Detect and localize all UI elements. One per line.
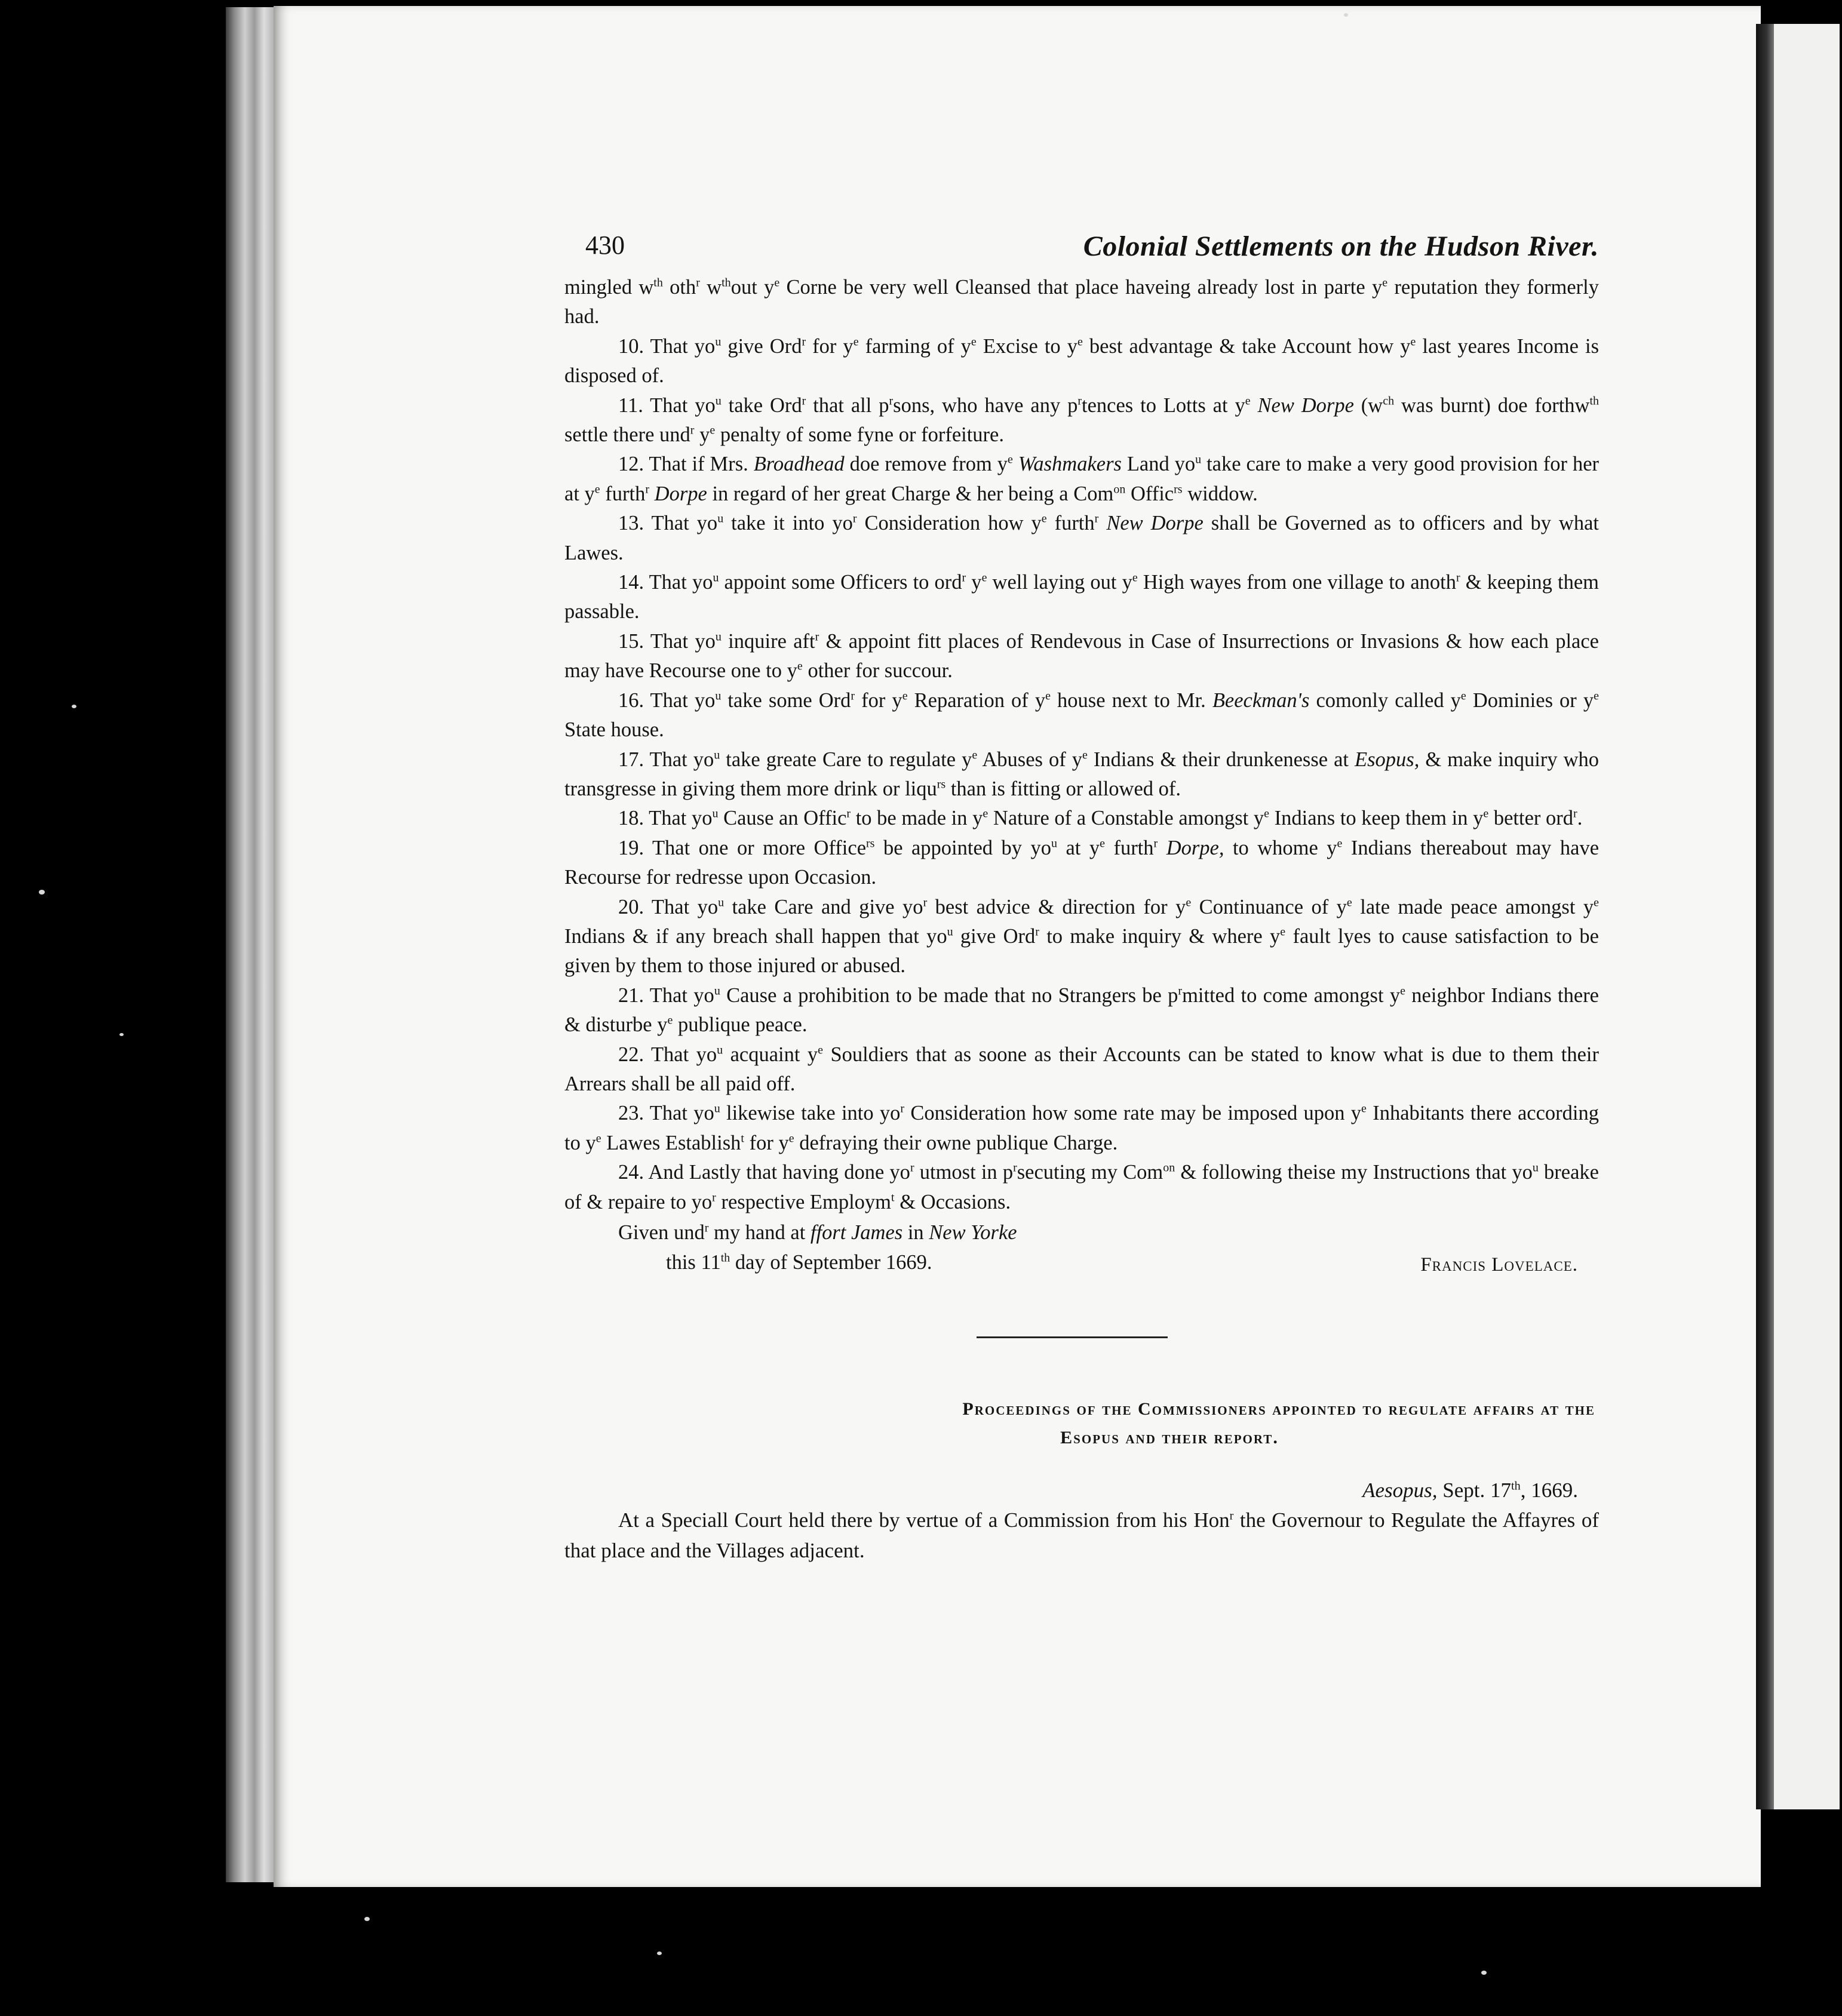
scan-speck — [39, 890, 45, 895]
paragraph-p20: 20. That $yo^u$ take Care and give $yo^r$ best advice & direction for $y^e$ Continuance of $y^e$ late made peace amongst $y^e$ Indians & if any breach shall happen that $yo^u$ give Ord$^r$ to make inquiry & where $y^e$ fault lyes to cause satisfaction to be given by them to those injured or abused. — [564, 895, 1600, 978]
paragraph-p12: 12. That if Mrs. Broadhead doe remove from $y^e$ Washmakers Land $yo^u$ take care to make a very good provision for her at $y^e$ furth$^r$ Dorpe in regard of her great Charge & her being a Com$^{on}$ Offic$^{rs}$ widdow. — [564, 453, 1600, 505]
scan-speck — [72, 705, 76, 708]
paragraph-p24: 24. And Lastly that having done $yo^r$ utmost in $p^rsecuting$ my Com$^{on}$ & following theise my Instructions that $yo^u$ breake of & repaire to $yo^r$ respective Employm$^t$ & Occasions. — [564, 1161, 1599, 1213]
paragraph-p17: 17. That $yo^u$ take greate Care to regulate $y^e$ Abuses of $y^e$ Indians & their drunkenesse at Esopus, & make inquiry who transgresse in giving them more drink or liqu$^{rs}$ than is fitting or allowed of. — [564, 748, 1600, 800]
scan-speck — [1344, 13, 1348, 17]
paragraph-p16: 16. That $yo^u$ take some Ord$^r$ for $y^e$ Reparation of $y^e$ house next to Mr. Beeckman's comonly called $y^e$ Dominies or $y^e$ State house. — [564, 689, 1599, 742]
dateline-date: Sept. 17th, 1669. — [1437, 1479, 1578, 1502]
proceedings-heading-line2: Esopus and their report. — [1060, 1428, 1279, 1448]
given-block — [564, 1218, 1599, 1278]
scan-speck — [1481, 1971, 1487, 1975]
proceedings-heading — [564, 1395, 1599, 1452]
page-content — [564, 224, 1599, 1566]
facing-page-edge — [1756, 24, 1840, 1809]
scan-speck — [119, 1033, 124, 1036]
date-line: this 11th day of September 1669. — [666, 1251, 932, 1274]
running-head — [564, 224, 1599, 273]
proceedings-text — [564, 1505, 1599, 1566]
proceedings-heading-line1: Proceedings of the Commissioners appointed to regulate affairs at the — [962, 1399, 1595, 1419]
paragraph-p22: 22. That $yo^u$ acquaint $y^e$ Souldiers that as soone as their Accounts can be stated to know what is due to them their Arrears shall be all paid off. — [564, 1043, 1599, 1095]
paragraph-p14: 14. That $yo^u$ appoint some Officers to ord$^r$ $y^e$ well laying out $y^e$ High wayes from one village to anoth$^r$ & keeping them passable. — [564, 571, 1599, 623]
paragraph-cont: mingled $w^{th}$ oth$^r$ $w^{th}out$ $y^e$ Corne be very well Cleansed that place haveing already lost in parte $y^e$ reputation they formerly had. — [564, 276, 1600, 328]
scan-speck — [657, 1952, 662, 1955]
book-page-edges — [226, 7, 274, 1882]
paragraph-p11: 11. That $yo^u$ take Ord$^r$ that all $p^rsons$, who have any $p^rtences$ to Lotts at $y^e$ New Dorpe ($w^{ch}$ was burnt) doe forthw$^{th}$ settle there und$^r$ $y^e$ penalty of some fyne or forfeiture. — [564, 394, 1600, 447]
instructions-text — [564, 273, 1599, 1217]
paragraph-p10: 10. That $yo^u$ give Ord$^r$ for $y^e$ farming of $y^e$ Excise to $y^e$ best advantage & take Account how $y^e$ last yeares Income is disposed of. — [564, 334, 1600, 388]
paragraph-p23: 23. That $yo^u$ likewise take into $yo^r$ Consideration how some rate may be imposed upon $y^e$ Inhabitants there according to $y^e$ Lawes Establish$^t$ for $y^e$ defraying their owne publique Charge. — [564, 1102, 1599, 1154]
running-title: Colonial Settlements on the Hudson River. — [1083, 231, 1599, 262]
scan-speck — [364, 1917, 370, 1921]
section-divider — [977, 1336, 1168, 1338]
paragraph: At a Speciall Court held there by vertue of a Commission from his Hon$^r$ the Governour to Regulate the Affayres of that place and the Villages adjacent. — [564, 1508, 1599, 1562]
given-line: Given und$^r$ my hand at ffort James in New Yorke — [618, 1221, 1017, 1244]
paragraph-p21: 21. That $yo^u$ Cause a prohibition to be made that no Strangers be $p^rmitted$ to come amongst $y^e$ neighbor Indians there & disturbe $y^e$ publique peace. — [564, 984, 1599, 1037]
paragraph-p18: 18. That $yo^u$ Cause an Offic$^r$ to be made in $y^e$ Nature of a Constable amongst $y^e$ Indians to keep them in $y^e$ better ord$^r$. — [618, 807, 1583, 830]
signature: Francis Lovelace. — [1420, 1254, 1578, 1276]
page-number: 430 — [585, 231, 625, 260]
paragraph-p13: 13. That $yo^u$ take it into $yo^r$ Consideration how $y^e$ furth$^r$ New Dorpe shall be Governed as to officers and by what Lawes. — [564, 512, 1599, 564]
proceedings-dateline — [564, 1479, 1599, 1502]
paragraph-p15: 15. That $yo^u$ inquire aft$^r$ & appoint fitt places of Rendevous in Case of Insurrections or Invasions & how each place may have Recourse one to $y^e$ other for succour. — [564, 629, 1599, 683]
dateline-place: Aesopus, — [1362, 1479, 1438, 1502]
paragraph-p19: 19. That one or more Office$^{rs}$ be appointed by $yo^u$ at $y^e$ furth$^r$ Dorpe, to whome $y^e$ Indians thereabout may have Recourse for redresse upon Occasion. — [564, 836, 1600, 889]
book-gutter — [1756, 24, 1774, 1809]
